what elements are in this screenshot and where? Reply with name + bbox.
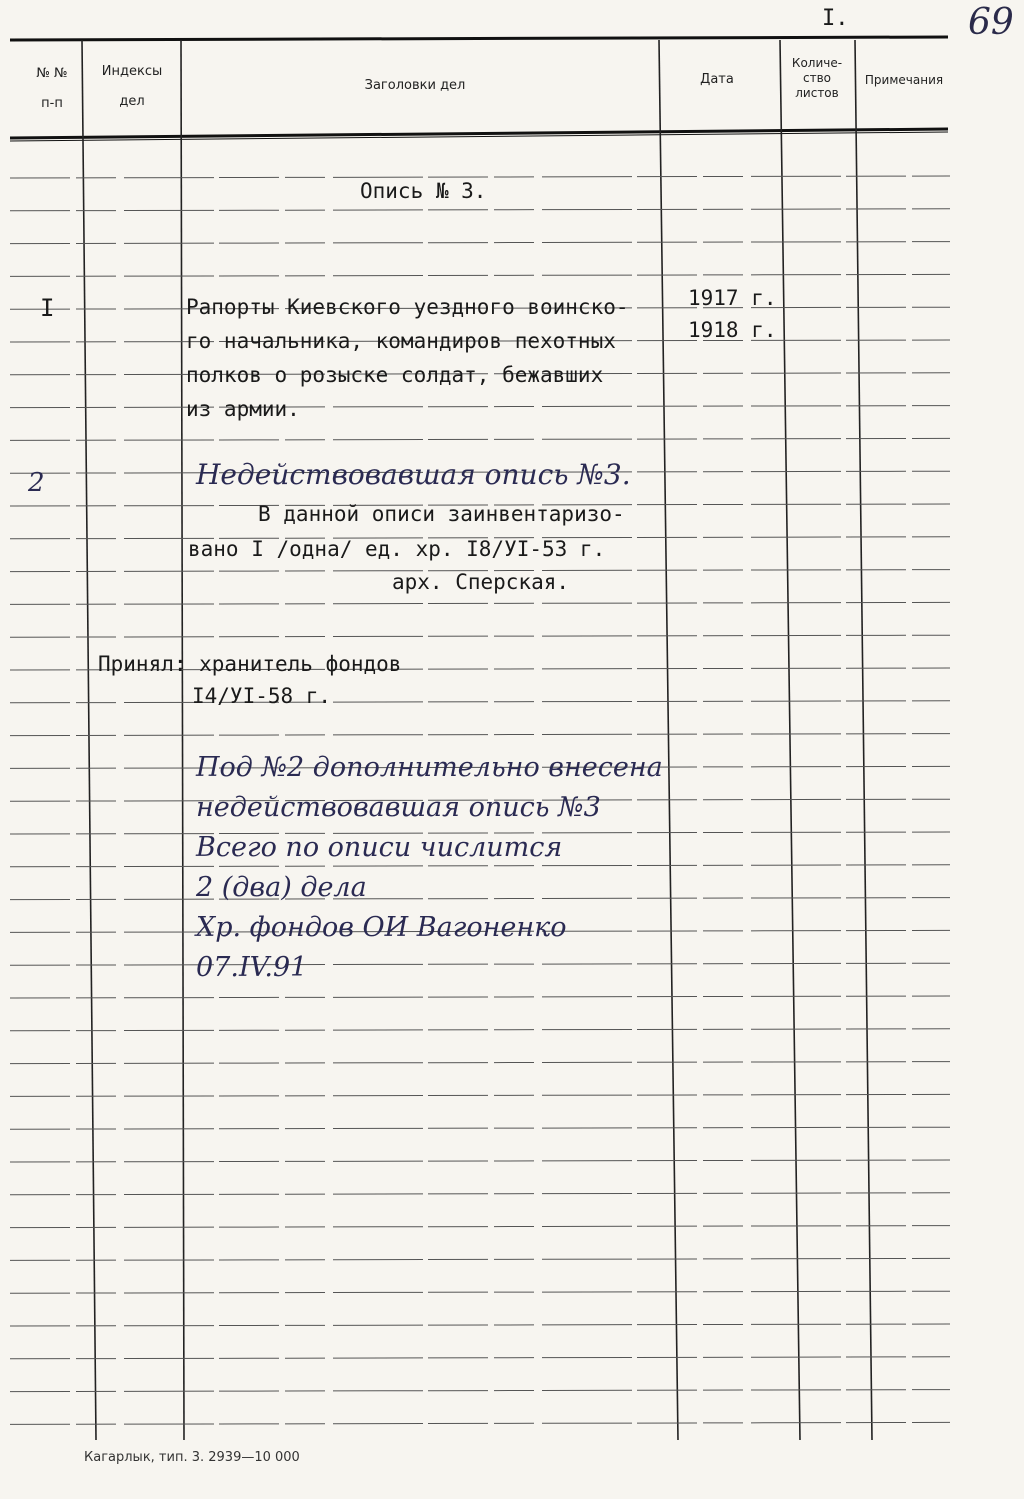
handwritten-note-line: 2 (два) дела <box>196 872 367 903</box>
entry1-date-start: 1917 г. <box>688 286 777 310</box>
handwritten-note-line: недействовавшая опись №3 <box>196 792 601 823</box>
handwritten-note-line: 07.IV.91 <box>196 952 308 983</box>
header-count <box>782 56 852 101</box>
header-index-line1: Индексы <box>101 64 163 79</box>
archivist-signature: арх. Сперская. <box>392 570 570 594</box>
handwritten-note-line: Всего по описи числится <box>196 832 563 863</box>
header-titles: Заголовки дел <box>364 78 466 93</box>
entry1-title-line: Рапорты Киевского уездного воинско- <box>186 295 629 319</box>
header-count-line3: листов <box>795 86 839 100</box>
header-num-line1: № № <box>36 66 68 81</box>
page-number-handwritten: 69 <box>968 2 1014 43</box>
inventory-title: Опись № 3. <box>360 179 487 203</box>
handwritten-note-line: Под №2 дополнительно внесена <box>196 752 663 783</box>
entry1-number: I <box>40 294 55 322</box>
printer-imprint: Кагарлык, тип. 3. 2939—10 000 <box>84 1450 300 1465</box>
header-num <box>22 66 82 112</box>
entry1-title-line: из армии. <box>186 397 300 421</box>
summary-line: вано I /одна/ ед. хр. I8/УI-53 г. <box>188 537 606 561</box>
handwritten-note <box>196 748 663 988</box>
accepted-date: I4/УI-58 г. <box>192 684 332 708</box>
entry2-handwritten-title: Недействовавшая опись №3. <box>196 458 631 491</box>
header-notes: Примечания <box>864 73 944 87</box>
entry1-date-end: 1918 г. <box>688 318 777 342</box>
summary-line: В данной описи заинвентаризо- <box>258 502 625 526</box>
header-date: Дата <box>700 72 734 87</box>
entry1-title-line: го начальника, командиров пехотных <box>186 329 616 353</box>
entry2-number: 2 <box>28 468 45 498</box>
header-num-line2: п-п <box>41 96 63 111</box>
handwritten-note-line: Хр. фондов ОИ Вагоненко <box>196 912 567 943</box>
accepted-by: Принял: хранитель фондов <box>98 652 402 676</box>
header-index <box>86 64 178 110</box>
header-index-line2: дел <box>119 94 145 109</box>
header-count-line1: Количе- <box>791 56 843 70</box>
header-count-line2: ство <box>802 71 831 85</box>
sheet-mark: I. <box>822 6 849 31</box>
entry1-title <box>186 290 629 426</box>
entry1-title-line: полков о розыске солдат, бежавших <box>186 363 604 387</box>
